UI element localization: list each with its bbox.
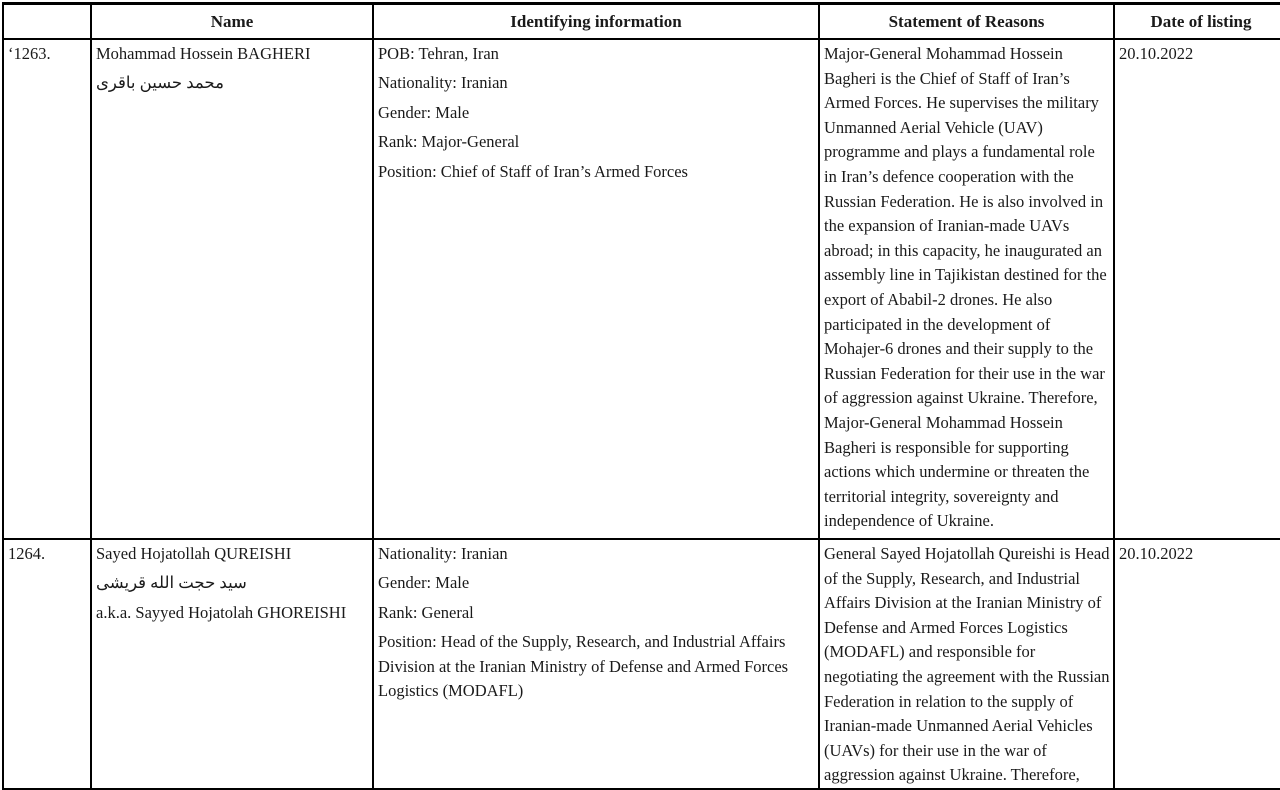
header-name: Name [91,4,373,40]
table-row-1263 [3,39,1280,539]
name-persian: محمد حسین باقری [96,73,224,93]
identifying-cell [373,539,819,789]
name-cell [91,539,373,789]
identifying-item-pob: POB: Tehran, Iran [378,44,499,63]
identifying-item-nationality: Nationality: Iranian [378,73,508,93]
identifying-item-gender: Gender: Male [378,102,470,122]
name-cell [91,39,373,539]
header-statement-of-reasons: Statement of Reasons [819,4,1114,40]
statement-cell [819,39,1114,539]
sanctions-listing-table [2,2,1280,790]
name-latin: Mohammad Hossein BAGHERI [96,44,311,63]
header-identifying-information: Identifying information [373,4,819,40]
header-number [3,4,91,40]
name-persian: سید حجت الله قریشی [96,573,247,593]
identifying-item-position: Position: Head of the Supply, Research, and Industrial Affairs Division at the Iranian Ministry of Defense and Armed Forces Logistics (MODAFL) [378,632,789,701]
header-row [3,4,1280,40]
identifying-cell [373,39,819,539]
table-row-1264 [3,539,1280,789]
identifying-item-position: Position: Chief of Staff of Iran’s Armed Forces [378,161,688,181]
date-of-listing: 20.10.2022 [1114,539,1280,789]
statement-text: Major-General Mohammad Hossein Bagheri is the Chief of Staff of Iran’s Armed Forces. He supervises the military Unmanned Aerial Vehicle (UAV) programme and plays a fundamental role in Iran’s defence cooperation with the Russian Federation. He is also involved in the expansion of Iranian-made UAVs abroad; in this capacity, he inaugurated an assembly line in Tajikistan destined for the export of Ababil-2 drones. He also participated in the development of Mohajer-6 drones and their supply to the Russian Federation for their use in the war of aggression against Ukraine. Therefore, Major-General Mohammad Hossein Bagheri is responsible for supporting actions which undermine or threaten the territorial integrity, sovereignty and independence of Ukraine. [824,44,1107,531]
entry-number: 1264. [3,539,91,789]
header-date-of-listing: Date of listing [1114,4,1280,40]
identifying-item-rank: Rank: General [378,602,474,622]
identifying-item-rank: Rank: Major-General [378,132,520,152]
entry-number: ‘1263. [3,39,91,539]
name-latin: Sayed Hojatollah QUREISHI [96,544,292,563]
statement-cell [819,539,1114,789]
identifying-item-gender: Gender: Male [378,573,470,593]
name-aka: a.k.a. Sayyed Hojatolah GHOREISHI [96,602,347,622]
identifying-item-nationality: Nationality: Iranian [378,544,508,563]
statement-text: General Sayed Hojatollah Qureishi is Head of the Supply, Research, and Industrial Affairs Division at the Iranian Ministry of Defense and Armed Forces Logistics (MODAFL) and responsible for negotiating the agreement with the Russian Federation in relation to the supply of Iranian-made Unmanned Aerial Vehicles (UAVs) for their use in the war of aggression against Ukraine. Therefore, [824,544,1110,785]
date-of-listing: 20.10.2022 [1114,39,1280,539]
